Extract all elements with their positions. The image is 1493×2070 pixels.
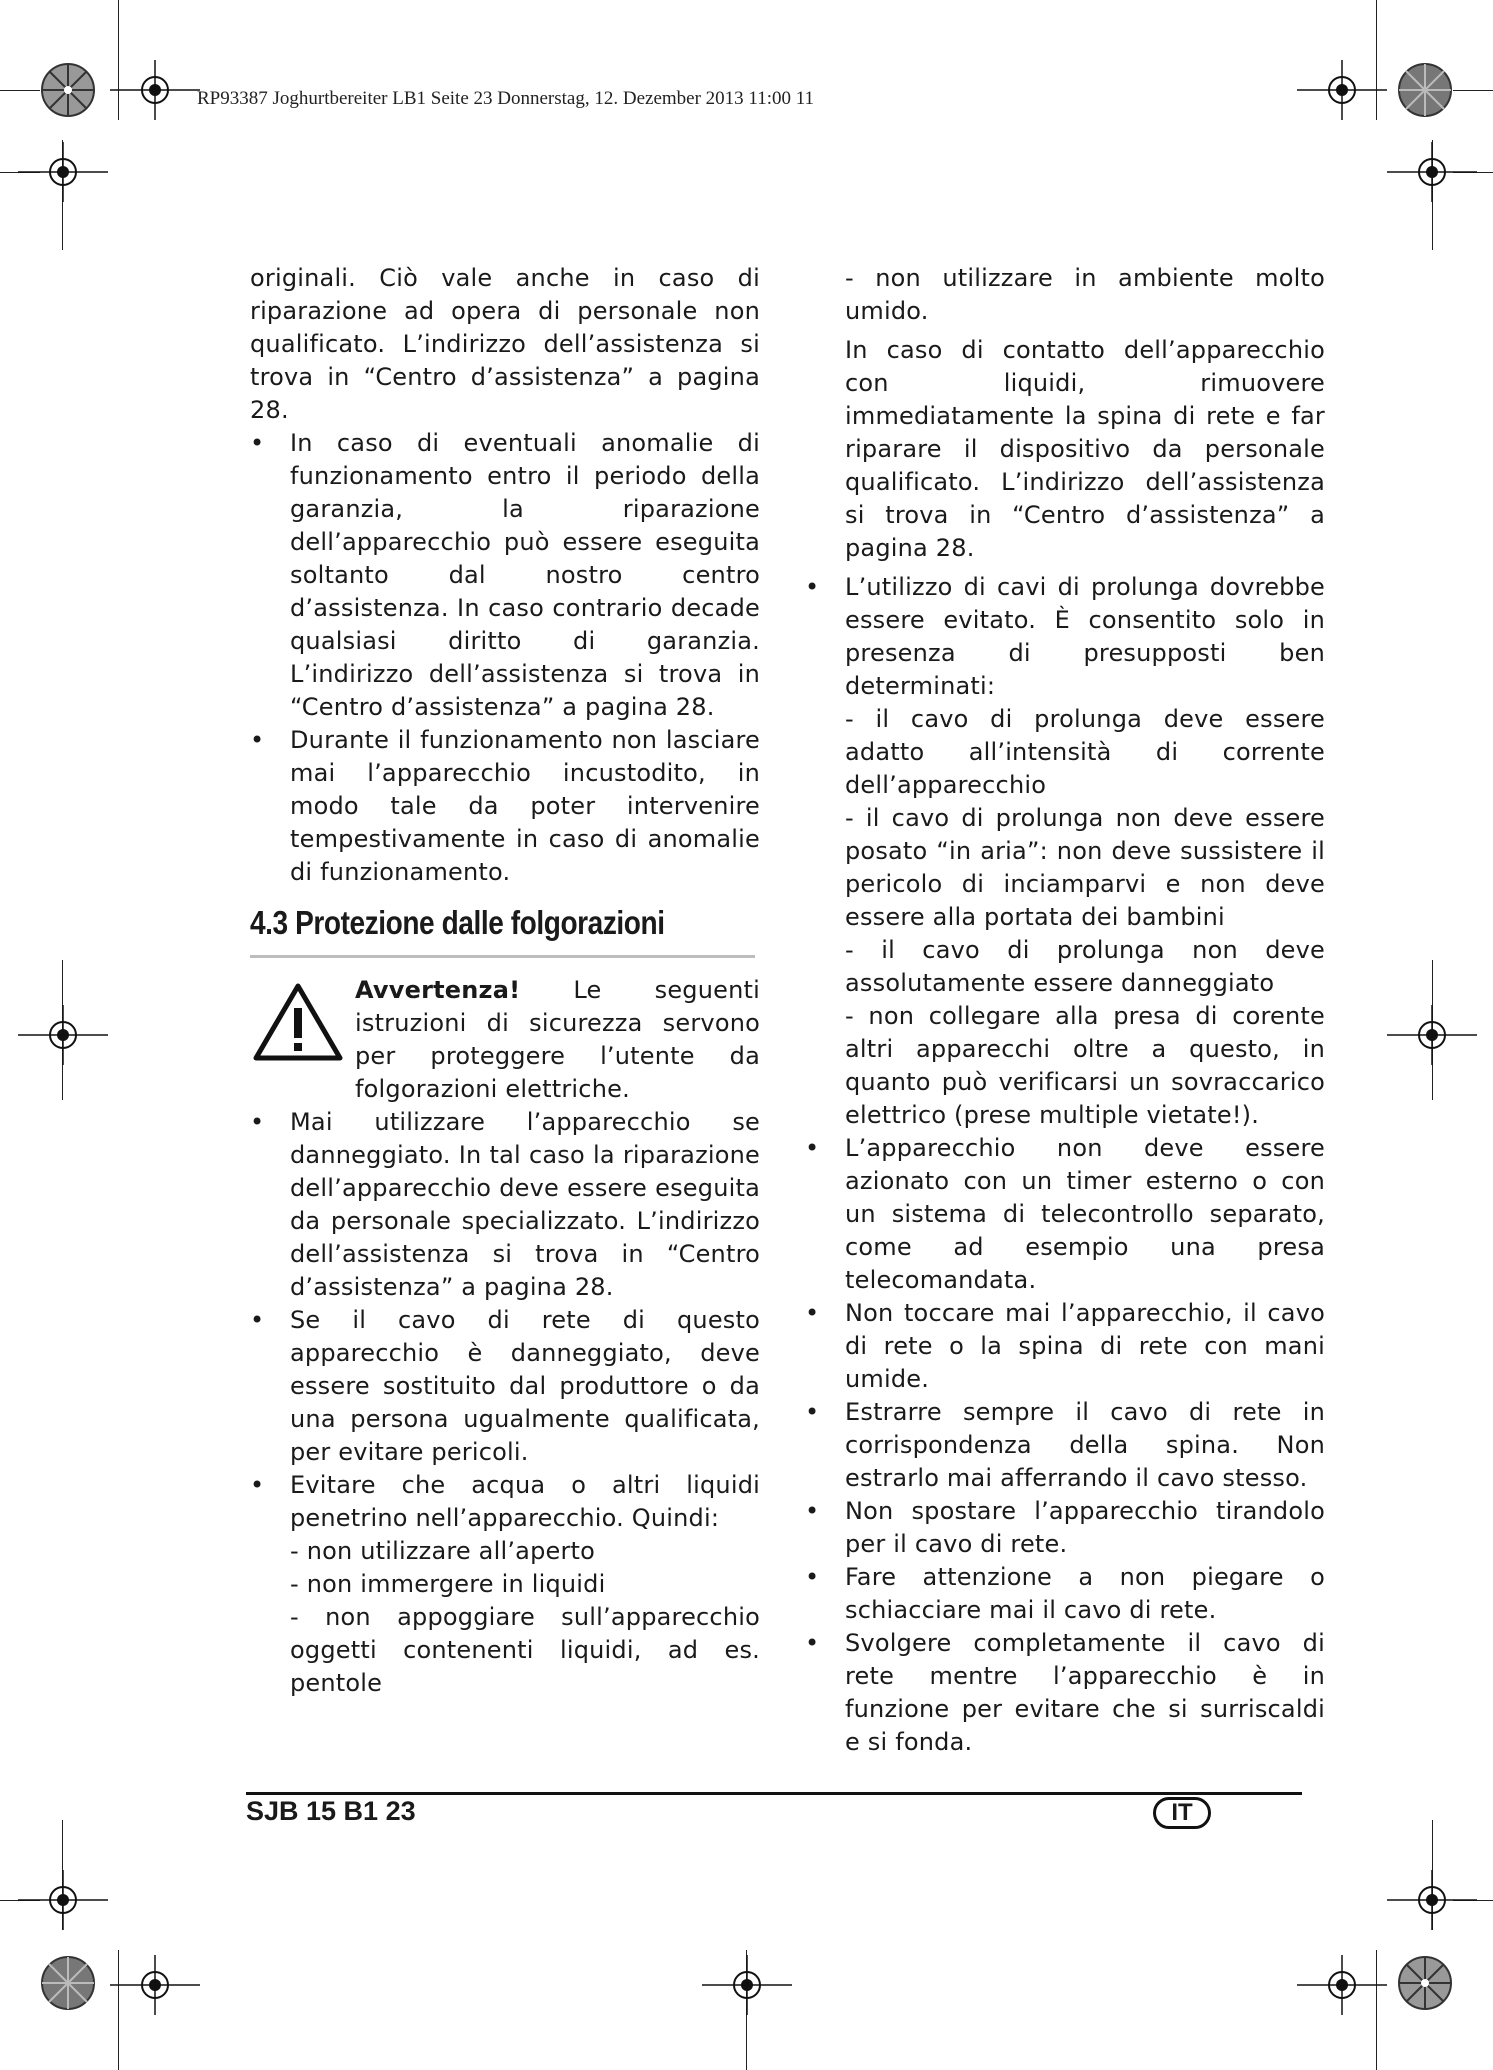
list-item	[805, 1627, 1325, 1759]
sub-list-item: - il cavo di prolunga deve essere adatto all’intensità di corrente dell’apparecchio	[845, 705, 1325, 799]
registration-target-icon	[1387, 142, 1477, 202]
list-item	[250, 724, 760, 889]
list-item	[805, 1561, 1325, 1627]
bullet-icon: •	[250, 429, 265, 457]
list-item-text: Fare attenzione a non piegare o schiacciare mai il cavo di rete.	[845, 1563, 1325, 1624]
list-item-text: Svolgere completamente il cavo di rete mentre l’apparecchio è in funzione per evitare che si surriscaldi e si fonda.	[845, 1629, 1325, 1756]
warning-body: Le seguenti istruzioni di sicurezza servono per proteggere l’utente da folgorazioni elettriche.	[355, 976, 760, 1103]
registration-target-icon	[1387, 1870, 1477, 1930]
bullet-icon: •	[805, 1398, 820, 1426]
bullet-icon: •	[805, 1299, 820, 1327]
list-item-text: Durante il funzionamento non lasciare mai l’apparecchio incustodito, in modo tale da poter intervenire tempestivamente in caso di anomalie di funzionamento.	[290, 726, 760, 886]
section-divider	[250, 955, 755, 958]
print-header: RP93387 Joghurtbereiter LB1 Seite 23 Donnerstag, 12. Dezember 2013 11:00 11	[197, 88, 815, 109]
registration-target-icon	[18, 142, 108, 202]
list-item	[805, 1495, 1325, 1561]
paragraph: originali. Ciò vale anche in caso di riparazione ad opera di personale non qualificato. L’indirizzo dell’assistenza si trova in “Centro d’assistenza” a pagina 28.	[250, 264, 760, 424]
sub-list-item: - non appoggiare sull’apparecchio oggetti contenenti liquidi, ad es. pentole	[290, 1603, 760, 1697]
bullet-icon: •	[805, 573, 820, 601]
bullet-icon: •	[250, 1471, 265, 1499]
list-item	[805, 1297, 1325, 1396]
list-item-text: In caso di eventuali anomalie di funzionamento entro il periodo della garanzia, la riparazione dell’apparecchio può essere eseguita soltanto dal nostro centro d’assistenza. In caso contrario decade qualsiasi diritto di garanzia. L’indirizzo dell’assistenza si trova in “Centro d’assistenza” a pagina 28.	[290, 429, 760, 721]
right-column	[805, 262, 1325, 1759]
bullet-icon: •	[250, 1306, 265, 1334]
footer-divider	[246, 1792, 1302, 1795]
bullet-icon: •	[250, 726, 265, 754]
sub-list-item: - il cavo di prolunga non deve essere posato “in aria”: non deve sussistere il pericolo di inciamparvi e non deve essere alla portata dei bambini	[845, 804, 1325, 931]
list-item-text: Non spostare l’apparecchio tirandolo per il cavo di rete.	[845, 1497, 1325, 1558]
sub-list-item: - non utilizzare in ambiente molto umido.	[845, 264, 1325, 325]
footer-page-number: SJB 15 B1 23	[246, 1796, 416, 1826]
section-title: 4.3 Protezione dalle folgorazioni	[250, 904, 665, 941]
sub-list-item: - non collegare alla presa di corente altri apparecchi oltre a questo, in quanto può verificarsi un sovraccarico elettrico (prese multiple vietate!).	[845, 1002, 1325, 1129]
registration-target-icon	[1387, 1005, 1477, 1065]
registration-target-icon	[110, 60, 200, 120]
bullet-icon: •	[805, 1563, 820, 1591]
list-item-text: L’utilizzo di cavi di prolunga dovrebbe essere evitato. È consentito solo in presenza di presupposti ben determinati:	[845, 573, 1325, 700]
list-item	[805, 571, 1325, 703]
list-item-text: Non toccare mai l’apparecchio, il cavo di rete o la spina di rete con mani umide.	[845, 1299, 1325, 1393]
warning-title: Avvertenza!	[355, 976, 521, 1004]
list-item-text: Estrarre sempre il cavo di rete in corrispondenza della spina. Non estrarlo mai afferrando il cavo stesso.	[845, 1398, 1325, 1492]
registration-target-icon	[110, 1955, 200, 2015]
calibration-wheel-icon	[40, 1955, 96, 2011]
list-item-text: Evitare che acqua o altri liquidi penetrino nell’apparecchio. Quindi:	[290, 1471, 760, 1532]
bullet-icon: •	[805, 1134, 820, 1162]
registration-target-icon	[1297, 60, 1387, 120]
list-item	[250, 1106, 760, 1304]
bullet-icon: •	[250, 1108, 265, 1136]
sub-list-item: - non immergere in liquidi	[290, 1570, 606, 1598]
registration-target-icon	[18, 1870, 108, 1930]
sub-list-item: - il cavo di prolunga non deve assolutamente essere danneggiato	[845, 936, 1325, 997]
calibration-wheel-icon	[1397, 1955, 1453, 2011]
list-item-text: Mai utilizzare l’apparecchio se danneggiato. In tal caso la riparazione dell’apparecchio deve essere eseguita da personale specializzato. L’indirizzo dell’assistenza si trova in “Centro d’assistenza” a pagina 28.	[290, 1108, 760, 1301]
paragraph: In caso di contatto dell’apparecchio con liquidi, rimuovere immediatamente la spina di rete e far riparare il dispositivo da personale qualificato. L’indirizzo dell’assistenza si trova in “Centro d’assistenza” a pagina 28.	[845, 336, 1325, 562]
list-item	[250, 1304, 760, 1469]
sub-list-item: - non utilizzare all’aperto	[290, 1537, 596, 1565]
language-badge: IT	[1153, 1797, 1211, 1829]
list-item-text: Se il cavo di rete di questo apparecchio è danneggiato, deve essere sostituito dal produttore o da una persona ugualmente qualificata, per evitare pericoli.	[290, 1306, 760, 1466]
list-item	[805, 1132, 1325, 1297]
bullet-icon: •	[805, 1629, 820, 1657]
bullet-icon: •	[805, 1497, 820, 1525]
left-column	[250, 262, 760, 1700]
list-item	[250, 427, 760, 724]
list-item-text: L’apparecchio non deve essere azionato con un timer esterno o con un sistema di telecontrollo separato, come ad esempio una presa telecomandata.	[845, 1134, 1325, 1294]
registration-target-icon	[1297, 1955, 1387, 2015]
list-item	[250, 1469, 760, 1535]
warning-text	[355, 974, 760, 1106]
warning-triangle-icon	[252, 982, 344, 1062]
registration-target-icon	[18, 1005, 108, 1065]
calibration-wheel-icon	[1397, 62, 1453, 118]
registration-target-icon	[702, 1955, 792, 2015]
warning-block	[250, 974, 760, 1106]
calibration-wheel-icon	[40, 62, 96, 118]
list-item	[805, 1396, 1325, 1495]
